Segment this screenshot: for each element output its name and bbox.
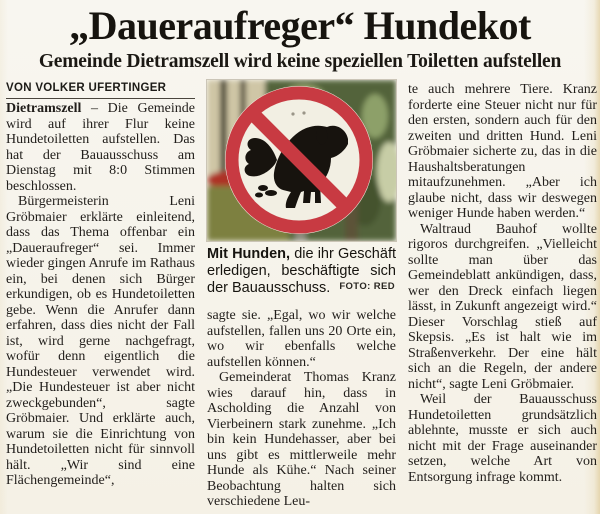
column-right: [408, 82, 597, 510]
page-subtitle: Gemeinde Dietramszell wird keine speziellen Toiletten aufstellen: [38, 51, 562, 72]
paragraph: Weil der Bauausschuss Hundetoiletten grundsätzlich ablehnte, musste er sich auch nicht mit der Frage auseinander setzen, welche Art von Entsorgung infrage kommt.: [408, 392, 597, 485]
lead-text: – Die Gemeinde wird auf ihrer Flur keine Hundetoiletten aufstellen. Das hat der Bauausschuss am Dienstag mit 8:0 Stimmen beschlossen.: [6, 101, 195, 194]
lead-paragraph: [6, 101, 195, 194]
paragraph: Gemeinderat Thomas Kranz wies darauf hin, dass in Ascholding die Anzahl von Vierbeinern stark zunehme. „Ich bin kein Hundehasser, aber bei uns gibt es mittlerweile mehr Hunde als Kühe.“ Nach seiner Beobachtung halten sich verschiedene Leu-: [207, 370, 396, 509]
column-left: [6, 101, 195, 509]
paragraph: te auch mehrere Tiere. Kranz forderte eine Steuer nicht nur für den ersten, sondern auch für den zweiten und dritten Hund. Leni Gröbmaier sicherte zu, das in die Haushaltsberatungen mitaufzunehmen. „Aber ich glaube nicht, dass wir deswegen weniger Hunde haben werden.“: [408, 82, 597, 221]
photo-credit: FOTO: RED: [339, 281, 395, 293]
caption-lead: Mit Hunden,: [207, 246, 291, 262]
article-photo: [207, 80, 396, 241]
paragraph: Waltraud Bauhof wollte rigoros durchgreifen. „Vielleicht sollte man über das Gemeindeblatt ankündigen, dass, wer den Dreck einfach liegen lässt, in Zukunft angezeigt wird.“ Dieser Vorschlag stieß auf Skepsis. „Es ist halt wie im Straßenverkehr. Der eine hält sich an die Regeln, der andere nicht“, sagte Leni Gröbmaier.: [408, 221, 597, 392]
column-middle: [207, 308, 396, 509]
no-dog-fouling-sign-illustration: [207, 80, 396, 241]
photo-caption: [207, 246, 396, 298]
paragraph: Bürgermeisterin Leni Gröbmaier erklärte einleitend, dass das Thema offenbar ein „Daueraufreger“ sei. Immer wieder gingen Anrufe im Rathaus ein, bei denen sich Bürger erkundigen, ob es Hundetoiletten gebe. Wenn die Anrufer dann erfahren, dass dies nicht der Fall ist, wird gerne nachgefragt, wofür denn eigentlich die Hundesteuer verwendet wird. „Die Hundesteuer ist aber nicht zweckgebunden“, sagte Gröbmaier. Und erklärte auch, warum sie die Einrichtung von Hundetoiletten nicht für sinnvoll hält. „Wir sind eine Flächengemeinde“,: [6, 194, 195, 488]
dateline-location: Dietramszell: [6, 101, 82, 116]
caption-text: die ihr Geschäft erledigen, beschäftigte sich der Bauausschuss.: [207, 246, 396, 296]
article-header: [0, 0, 600, 74]
paragraph: sagte sie. „Egal, wo wir welche aufstellen, fallen uns 20 Orte ein, wo wir ebenfalls welche aufstellen können.“: [207, 308, 396, 370]
no-dog-fouling-sign-icon: [225, 86, 373, 234]
byline: VON VOLKER UFERTINGER: [6, 82, 195, 99]
page-title: „Daueraufreger“ Hundekot: [69, 3, 531, 48]
